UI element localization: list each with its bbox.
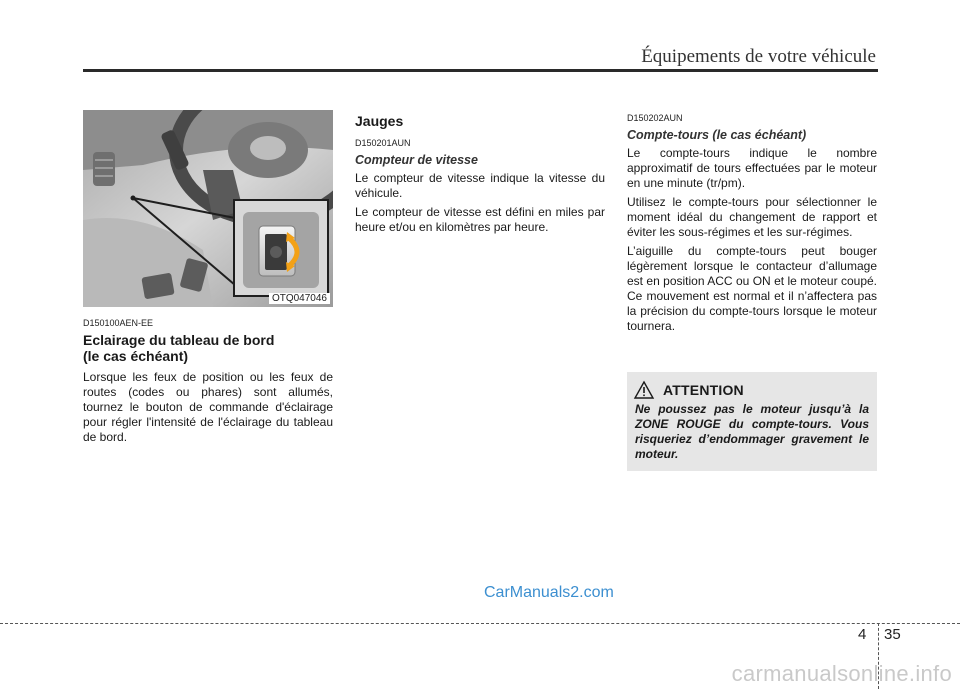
speedometer-para1: Le compteur de vitesse indique la vitesse du véhicule. — [355, 171, 605, 200]
dashboard-dimmer-knob-illustration — [83, 110, 333, 307]
tachometer-code: D150202AUN — [627, 113, 683, 123]
footer-rule — [0, 623, 960, 624]
attention-header — [633, 380, 869, 400]
section-body: Lorsque les feux de position ou les feux de routes (codes ou phares) sont allumés, tournez le bouton de commande d'éclairage pour régler l'intensité de l'éclairage du tableau de bord. — [83, 370, 333, 444]
tachometer-para3: L’aiguille du compte-tours peut bouger légèrement lorsque le contacteur d’allumage est en position ACC ou ON et le moteur coupé. Ce mouvement est normal et il n’affectera pas la précision du compte-tours lorsque le moteur tournera. — [627, 244, 877, 333]
speedometer-para2: Le compteur de vitesse est défini en miles par heure et/ou en kilomètres par heure. — [355, 205, 605, 234]
header-title: Équipements de votre véhicule — [641, 46, 876, 67]
attention-box — [627, 372, 877, 471]
speedometer-code: D150201AUN — [355, 138, 411, 148]
column-right — [627, 110, 877, 338]
section-title-line2: (le cas échéant) — [83, 348, 189, 364]
gauges-title: Jauges — [355, 113, 404, 129]
section-title-line1: Eclairage du tableau de bord — [83, 332, 275, 348]
section-title — [83, 332, 333, 364]
watermark-link-top[interactable]: CarManuals2.com — [484, 584, 614, 601]
speedometer-title: Compteur de vitesse — [355, 153, 478, 167]
tachometer-para1: Le compte-tours indique le nombre approximatif de tours effectuées par le moteur en une minute (tr/pm). — [627, 146, 877, 190]
chapter-number: 4 — [858, 626, 867, 643]
header-rule — [83, 69, 878, 72]
column-left — [83, 110, 333, 449]
column-middle — [355, 110, 605, 239]
page-number: 35 — [884, 626, 901, 643]
attention-label: ATTENTION — [663, 382, 744, 398]
warning-triangle-icon — [633, 380, 655, 400]
dashboard-figure — [83, 110, 333, 307]
figure-code: OTQ047046 — [269, 293, 330, 304]
watermark-bottom: carmanualsonline.info — [731, 661, 952, 686]
section-code: D150100AEN-EE — [83, 318, 154, 328]
attention-text: Ne poussez pas le moteur jusqu’à la ZONE ROUGE du compte-tours. Vous risqueriez d’endommager gravement le moteur. — [635, 402, 869, 461]
tachometer-para2: Utilisez le compte-tours pour sélectionner le moment idéal du changement de rapport et éviter les sous-régimes et les sur-régimes. — [627, 195, 877, 239]
tachometer-title: Compte-tours (le cas échéant) — [627, 128, 807, 142]
